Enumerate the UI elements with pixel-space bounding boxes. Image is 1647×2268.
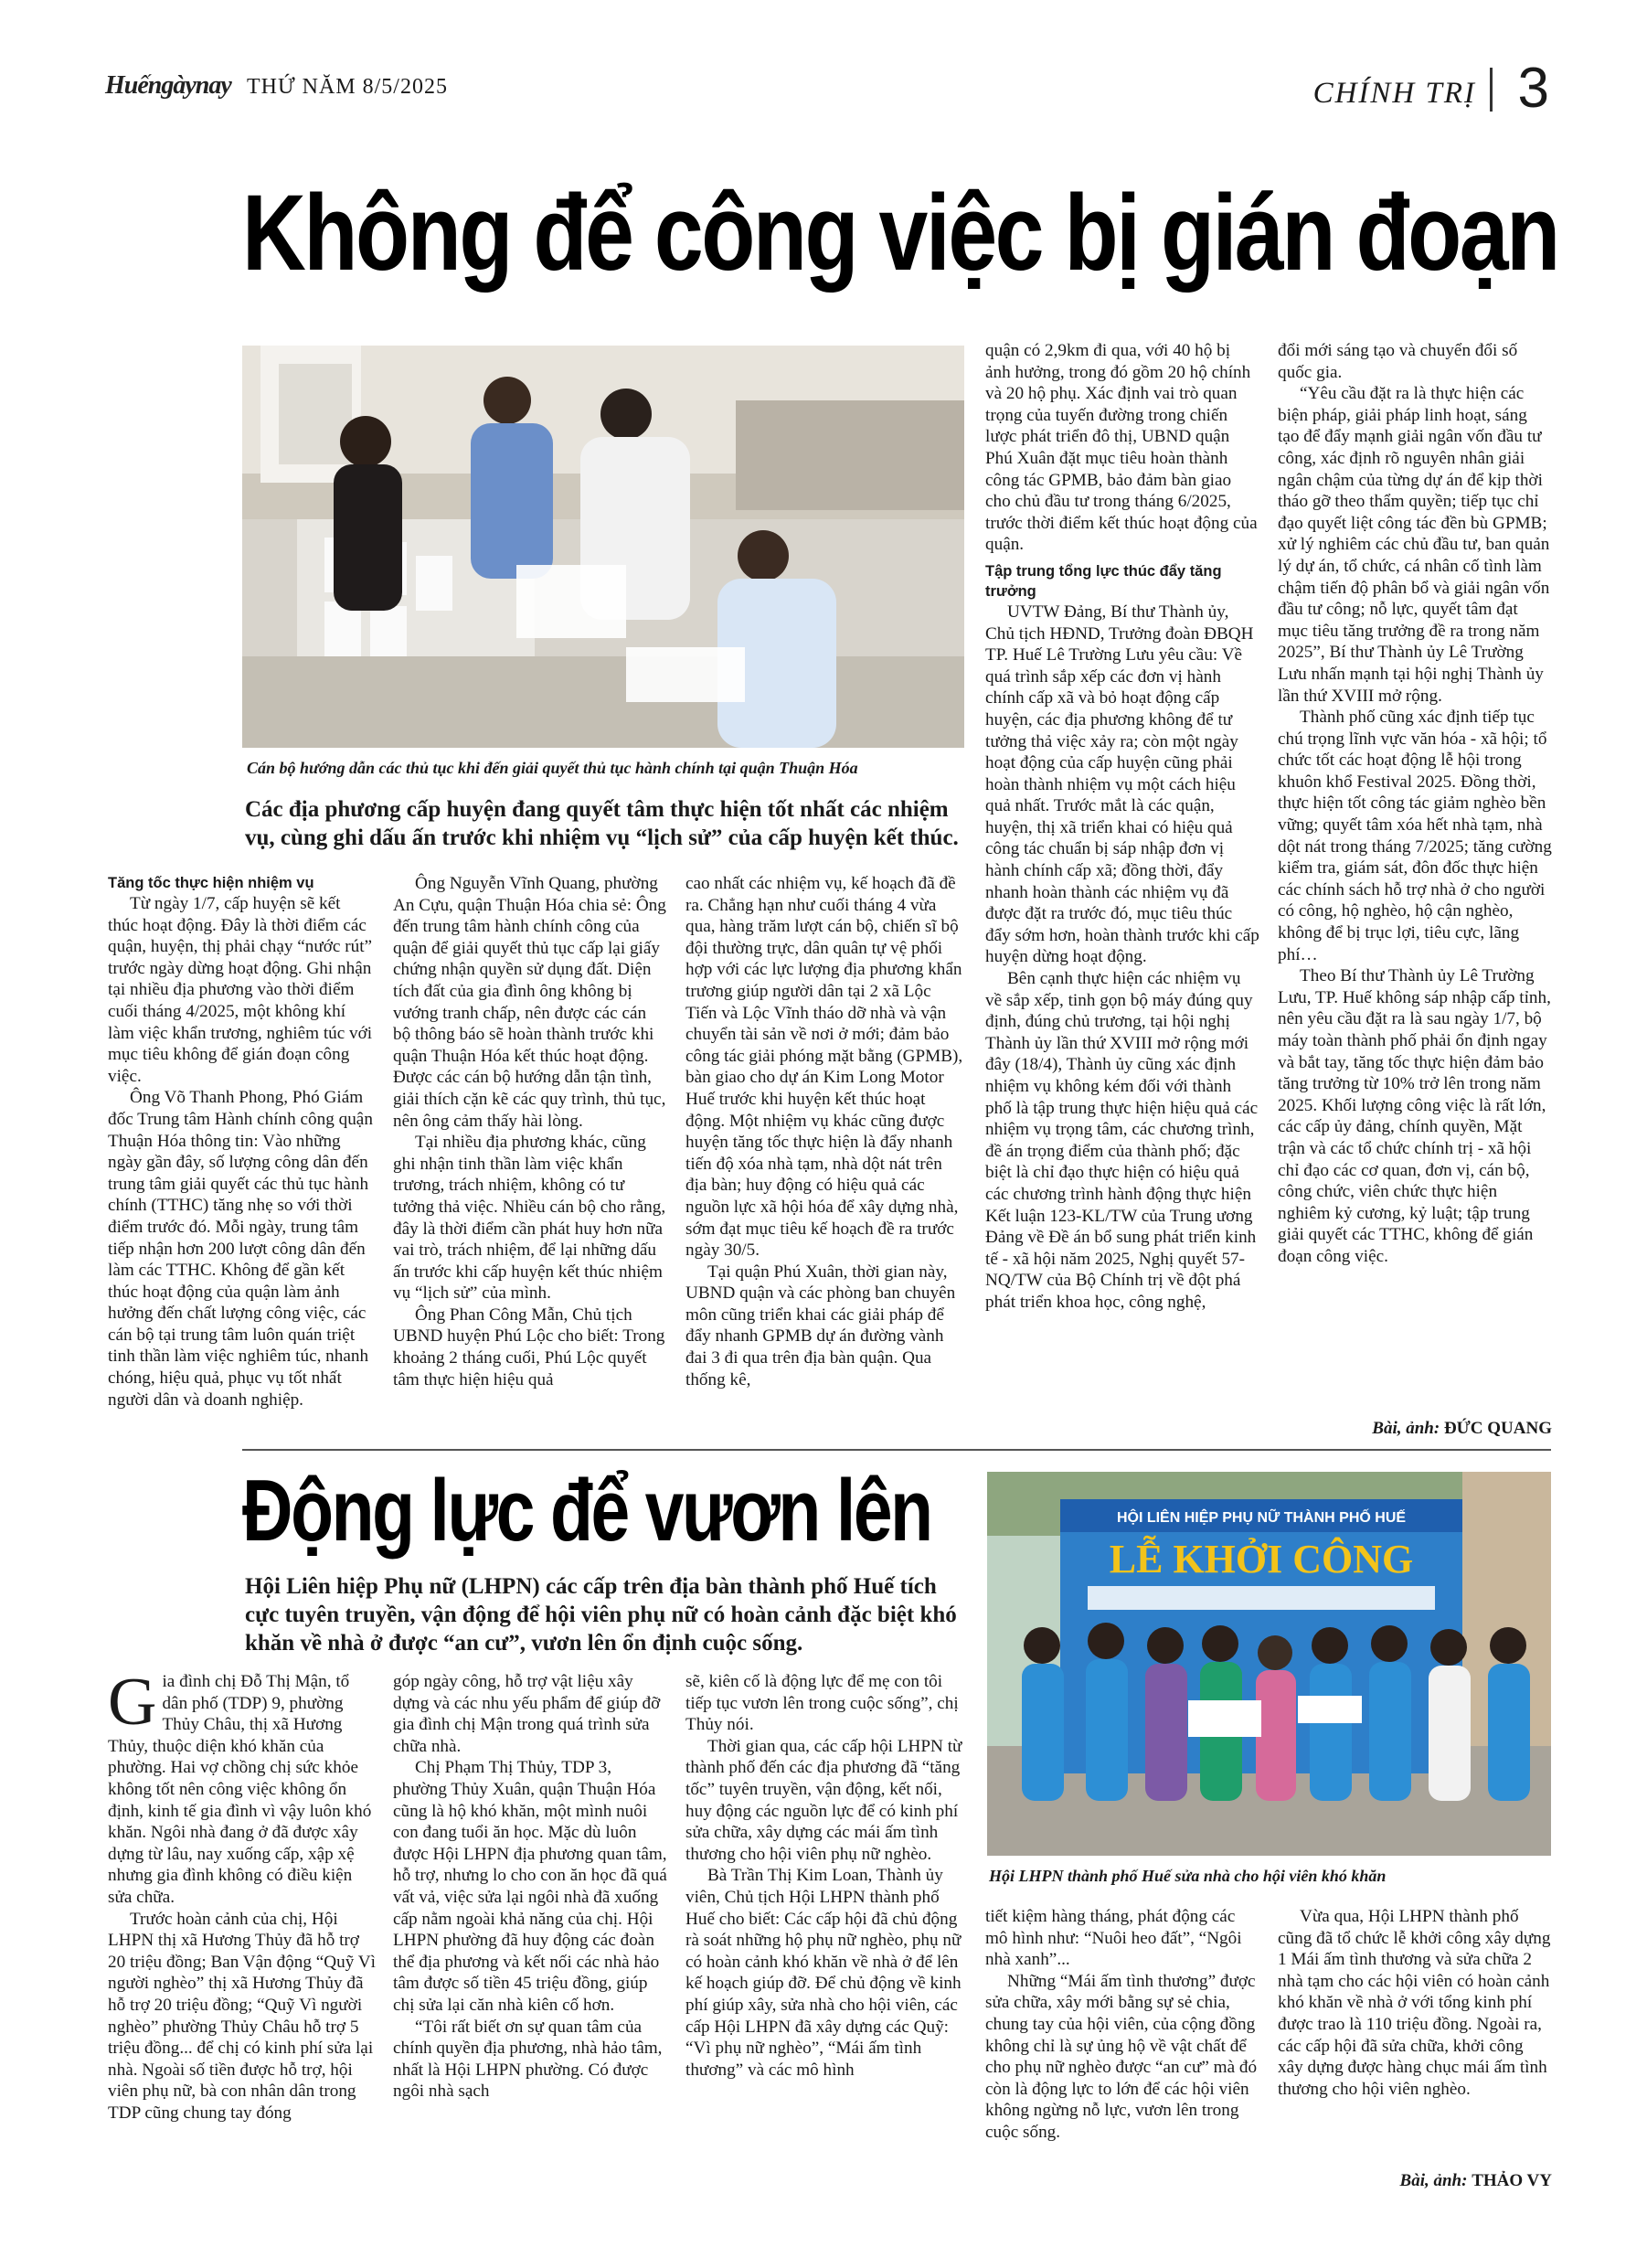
article1-paragraph: Từ ngày 1/7, cấp huyện sẽ kết thúc hoạt động. Đây là thời điểm các quận, huyện, thị phải chạy “nước rút” trước ngày dừng hoạt động. Ghi nhận tại nhiều địa phương vào thời điểm cuối tháng 4/2025, một không khí làm việc khẩn trương, nghiêm túc với mục tiêu không để gián đoạn công việc. [108, 894, 373, 1086]
article1-paragraph: Thành phố cũng xác định tiếp tục chú trọng lĩnh vực văn hóa - xã hội; tổ chức tốt các hoạt động lễ hội trong khuôn khổ Festival 2025. Đồng thời, thực hiện tốt công tác giảm nghèo bền vững; quyết tâm xóa hết nhà tạm, nhà dột nát trong tháng 7/2025; tăng cường kiểm tra, giám sát, đôn đốc thực hiện các chính sách hỗ trợ nhà ở cho người có công, hộ nghèo, hộ cận nghèo, không để bị trục lợi, tiêu cực, lãng phí… [1278, 708, 1552, 964]
article1-subhead-1: Tăng tốc thực hiện nhiệm vụ [108, 875, 314, 891]
article2-headline: Động lực để vươn lên [242, 1462, 931, 1560]
article2-paragraph: Trước hoàn cảnh của chị, Hội LHPN thị xã Hương Thủy đã hỗ trợ 20 triệu đồng; Ban Vận động “Quỹ Vì người nghèo” thị xã Hương Thủy đã hỗ trợ 20 triệu đồng; “Quỹ Vì người nghèo” phường Thủy Châu hỗ trợ 5 triệu đồng... để chị có kinh phí sửa lại nhà. Ngoài số tiền được hỗ trợ, hội viên phụ nữ, bà con nhân dân trong TDP cũng chung tay đóng [108, 1909, 376, 2123]
article2-paragraph: tiết kiệm hàng tháng, phát động các mô hình như: “Nuôi heo đất”, “Ngôi nhà xanh”... [985, 1907, 1242, 1970]
article-divider [242, 1449, 1551, 1451]
article1-paragraph: Tại nhiều địa phương khác, cũng ghi nhận tinh thần làm việc khẩn trương, trách nhiệm, không có tư tưởng thả việc. Nhiều cán bộ cho rằng, đây là thời điểm cần phát huy hơn nữa vai trò, trách nhiệm, để lại những dấu ấn trước khi cấp huyện kết thúc nhiệm vụ “lịch sử” của mình. [393, 1133, 666, 1304]
byline-author: THẢO VY [1472, 2171, 1552, 2190]
article2-paragraph: sẽ, kiên cố là động lực để mẹ con tôi tiếp tục vươn lên trong cuộc sống”, chị Thủy nói. [685, 1672, 959, 1735]
article1-paragraph: “Yêu cầu đặt ra là thực hiện các biện pháp, giải pháp linh hoạt, sáng tạo để đẩy mạnh giải ngân vốn đầu tư công, xác định rõ nguyên nhân giải ngân chậm của từng dự án để kịp thời tháo gỡ theo thẩm quyền; tiếp tục chỉ đạo quyết liệt công tác đền bù GPMB; xử lý nghiêm các chủ đầu tư, ban quản lý dự án, tổ chức, cá nhân cố tình làm chậm tiến độ phân bổ và giải ngân vốn đầu tư công; nỗ lực, quyết tâm đạt mục tiêu tăng trưởng đề ra trong năm 2025”, Bí thư Thành ủy Lê Trường Lưu nhấn mạnh tại hội nghị Thành ủy lần thứ XVIII mở rộng. [1278, 384, 1550, 706]
article1-paragraph: Bên cạnh thực hiện các nhiệm vụ về sắp xếp, tinh gọn bộ máy đúng quy định, đúng chủ trương, tại hội nghị Thành ủy lần thứ XVIII mở rộng mới đây (18/4), Thành ủy cũng xác định nhiệm vụ không kém đối với thành phố là tập trung thực hiện hiệu quả các nhiệm vụ trọng tâm, các chương trình, đề án trọng điểm của thành phố; đặc biệt là chỉ đạo thực hiện có hiệu quả các chương trình hành động thực hiện Kết luận 123-KL/TW của Trung ương Đảng về Đề án bổ sung phát triển kinh tế - xã hội năm 2025, Nghị quyết 57-NQ/TW của Bộ Chính trị về đột phá phát triển khoa học, công nghệ, [985, 969, 1259, 1312]
article2-photo [987, 1472, 1551, 1856]
dropcap: G [108, 1665, 157, 1740]
article2-paragraph: Thời gian qua, các cấp hội LHPN từ thành phố đến các địa phương đã “tăng tốc” tuyên truyền, vận động, kết nối, huy động các nguồn lực để có kinh phí sửa chữa, xây dựng các mái ấm tình thương cho hội viên phụ nữ nghèo. [685, 1736, 962, 1864]
article2-column-3 [685, 1671, 967, 2081]
article1-paragraph: Tại quận Phú Xuân, thời gian này, UBND quận và các phòng ban chuyên môn cũng triển khai các giải pháp để đẩy nhanh GPMB dự án đường vành đai 3 đi qua trên địa bàn quận. Qua thống kê, [685, 1262, 956, 1390]
article1-column-4 [985, 340, 1259, 1314]
byline-label: Bài, ảnh: [1399, 2171, 1468, 2190]
masthead [105, 57, 1549, 120]
byline-label: Bài, ảnh: [1372, 1419, 1440, 1438]
article2-paragraph: góp ngày công, hỗ trợ vật liệu xây dựng và các nhu yếu phẩm để giúp đỡ gia đình chị Mận trong quá trình sửa chữa nhà. [393, 1672, 661, 1756]
article1-paragraph: Ông Võ Thanh Phong, Phó Giám đốc Trung tâm Hành chính công quận Thuận Hóa thông tin: Vào những ngày gần đây, số lượng công dân đến trung tâm giải quyết các thủ tục hành chính (TTHC) tăng nhẹ so với thời điểm trước đó. Mỗi ngày, trung tâm tiếp nhận hơn 200 lượt công dân đến làm các TTHC. Không để gần kết thúc hoạt động của quận làm ảnh hưởng đến chất lượng công việc, các cán bộ tại trung tâm luôn quán triệt tinh thần làm việc nghiêm túc, nhanh chóng, hiệu quả, phục vụ tốt nhất người dân và doanh nghiệp. [108, 1088, 373, 1410]
article2-byline [1278, 2171, 1552, 2191]
article1-column-5 [1278, 340, 1552, 1268]
issue-date: THỨ NĂM 8/5/2025 [247, 75, 448, 99]
article1-paragraph: quận có 2,9km đi qua, với 40 hộ bị ảnh hưởng, trong đó gồm 20 hộ chính và 20 hộ phụ. Xác định vai trò quan trọng của tuyến đường trong chiến lược phát triển đô thị, UBND quận Phú Xuân đặt mục tiêu hoàn thành công tác GPMB, bảo đảm bàn giao cho chủ đầu tư trong tháng 6/2025, trước thời điểm kết thúc hoạt động của quận. [985, 341, 1258, 555]
article1-headline: Không để công việc bị gián đoạn [242, 173, 1558, 293]
article2-paragraph: “Tôi rất biết ơn sự quan tâm của chính quyền địa phương, nhà hảo tâm, nhất là Hội LHPN phường. Có được ngôi nhà sạch [393, 2017, 663, 2102]
article1-byline [1278, 1419, 1552, 1439]
article2-column-4 [985, 1906, 1259, 2144]
article1-column-2 [393, 873, 667, 1390]
article2-column-1 [108, 1665, 377, 2124]
page-number: 3 [1517, 57, 1549, 120]
article2-photo-caption: Hội LHPN thành phố Huế sửa nhà cho hội viên khó khăn [989, 1867, 1387, 1885]
article1-column-1 [108, 873, 373, 1411]
article1-photo-caption: Cán bộ hướng dẫn các thủ tục khi đến giải quyết thủ tục hành chính tại quận Thuận Hóa [247, 759, 858, 777]
article2-paragraph: Những “Mái ấm tình thương” được sửa chữa, xây mới bằng sự sẻ chia, chung tay của hội viên, của cộng đồng không chỉ là sự ủng hộ về vật chất để cho phụ nữ nghèo được “an cư” mà đó còn là động lực to lớn để các hội viên không ngừng nỗ lực, vươn lên trong cuộc sống. [985, 1971, 1258, 2142]
article1-lead: Các địa phương cấp huyện đang quyết tâm thực hiện tốt nhất các nhiệm vụ, cùng ghi dấu ấn trước khi nhiệm vụ “lịch sử” của cấp huyện kết thúc. [245, 797, 959, 850]
article2-lead: Hội Liên hiệp Phụ nữ (LHPN) các cấp trên địa bàn thành phố Huế tích cực tuyên truyền, vận động để hội viên phụ nữ có hoàn cảnh đặc biệt khó khăn về nhà ở được “an cư”, vươn lên ổn định cuộc sống. [245, 1574, 957, 1656]
article1-paragraph: đổi mới sáng tạo và chuyển đổi số quốc gia. [1278, 341, 1518, 382]
section-divider [1490, 68, 1493, 112]
article2-paragraph: Vừa qua, Hội LHPN thành phố cũng đã tổ chức lễ khởi công xây dựng 1 Mái ấm tình thương và sửa chữa 2 nhà tạm cho các hội viên có hoàn cảnh khó khăn về nhà ở với tổng kinh phí được trao là 110 triệu đồng. Ngoài ra, các cấp hội đã sửa chữa, khởi công xây dựng được hàng chục mái ấm tình thương cho hội viên nghèo. [1278, 1907, 1551, 2099]
byline-author: ĐỨC QUANG [1443, 1419, 1552, 1438]
article2-column-2 [393, 1671, 667, 2103]
article1-paragraph: Theo Bí thư Thành ủy Lê Trường Lưu, TP. Huế không sáp nhập cấp tỉnh, nên yêu cầu đặt ra là sau ngày 1/7, bộ máy toàn thành phố phải ổn định ngay và bắt tay, tăng tốc thực hiện đảm bảo tăng trưởng từ 10% trở lên trong năm 2025. Khối lượng công việc là rất lớn, các cấp ủy đảng, chính quyền, Mặt trận và các tổ chức chính trị - xã hội chỉ đạo các cơ quan, đơn vị, cán bộ, công chức, viên chức thực hiện nghiêm kỷ cương, kỷ luật; tập trung giải quyết các TTHC, không để gián đoạn công việc. [1278, 966, 1551, 1266]
article2-paragraph: Gia đình chị Đỗ Thị Mận, tổ dân phố (TDP) 9, phường Thủy Châu, thị xã Hương Thủy, thuộc diện khó khăn của phường. Hai vợ chồng chị sức khỏe không tốt nên công việc không ổn định, kinh tế gia đình vì vậy luôn khó khăn. Ngôi nhà đang ở đã được xây dựng từ lâu, nay xuống cấp, xập xệ nhưng gia đình không có điều kiện sửa chữa. [108, 1665, 372, 1907]
photo2-banner-main: LỄ KHỞI CÔNG [1109, 1537, 1414, 1581]
newspaper-logo: Huếngàynay [105, 71, 231, 100]
section-name: CHÍNH TRỊ [1312, 77, 1476, 110]
article2-paragraph: Bà Trần Thị Kim Loan, Thành ủy viên, Chủ tịch Hội LHPN thành phố Huế cho biết: Các cấp hội đã chủ động rà soát những hộ phụ nữ nghèo, phụ nữ có hoàn cảnh khó khăn về nhà ở để lên kế hoạch giúp đỡ. Để chủ động về kinh phí giúp xây, sửa nhà cho hội viên, các cấp Hội LHPN đã xây dựng các Quỹ: “Vì phụ nữ nghèo”, “Mái ấm tình thương” và các mô hình [685, 1866, 962, 2080]
article1-paragraph: Ông Nguyễn Vĩnh Quang, phường An Cựu, quận Thuận Hóa chia sẻ: Ông đến trung tâm hành chính công của quận để giải quyết thủ tục cấp lại giấy chứng nhận quyền sử dụng đất. Diện tích đất của gia đình ông không bị vướng tranh chấp, nên được các cán bộ thông báo sẽ hoàn thành trước khi quận Thuận Hóa kết thúc hoạt động. Được các cán bộ hướng dẫn tận tình, giải thích cặn kẽ các quy trình, thủ tục, nên ông cảm thấy hài lòng. [393, 874, 666, 1131]
article2-paragraph: Chị Phạm Thị Thủy, TDP 3, phường Thủy Xuân, quận Thuận Hóa cũng là hộ khó khăn, một mình nuôi con đang tuổi ăn học. Mặc dù luôn được Hội LHPN địa phương quan tâm, hỗ trợ, nhưng lo cho con ăn học đã quá vất vả, việc sửa lại ngôi nhà đã xuống cấp nằm ngoài khả năng của chị. Hội LHPN phường đã huy động các đoàn thể địa phương và kết nối các nhà hảo tâm được số tiền 45 triệu đồng, giúp chị sửa lại căn nhà kiên cố hơn. [393, 1758, 667, 2015]
article1-photo [242, 346, 964, 748]
article2-column-5 [1278, 1906, 1552, 2100]
article1-paragraph: UVTW Đảng, Bí thư Thành ủy, Chủ tịch HĐND, Trưởng đoàn ĐBQH TP. Huế Lê Trường Lưu yêu cầu: Về quá trình sắp xếp các đơn vị hành chính cấp xã và bỏ hoạt động cấp huyện, các địa phương không để tư tưởng thả việc xảy ra; còn một ngày hoạt động của cấp huyện cũng phải hoàn thành nhiệm vụ một cách hiệu quả nhất. Trước mắt là các quận, huyện, thị xã triển khai có hiệu quả công tác chuẩn bị sáp nhập đơn vị hành chính cấp xã; đồng thời, đẩy nhanh hoàn thành các nhiệm vụ đã được đặt ra trước đó, mục tiêu thúc đẩy sớm hơn, hoàn thành trước khi cấp huyện dừng hoạt động. [985, 602, 1259, 967]
article1-paragraph: cao nhất các nhiệm vụ, kế hoạch đã đề ra. Chẳng hạn như cuối tháng 4 vừa qua, hàng trăm lượt cán bộ, chiến sĩ bộ đội thường trực, dân quân tự vệ phối hợp với các lực lượng địa phương khẩn trương giúp người dân tại 2 xã Lộc Tiến và Lộc Vĩnh tháo dỡ nhà và vận chuyển tài sản về nơi ở mới; đảm bảo công tác giải phóng mặt bằng (GPMB), bàn giao cho dự án Kim Long Motor Huế trước khi huyện kết thúc hoạt động. Một nhiệm vụ khác cũng được huyện tăng tốc thực hiện là đẩy nhanh tiến độ xóa nhà tạm, nhà dột nát trên địa bàn; huy động có hiệu quả các nguồn lực xã hội hóa để xây dựng nhà, sớm đạt mục tiêu kế hoạch đề ra trước ngày 30/5. [685, 874, 963, 1261]
article1-column-3 [685, 873, 964, 1390]
article1-subhead-2: Tập trung tổng lực thúc đẩy tăng trưởng [985, 562, 1222, 600]
article1-paragraph: Ông Phan Công Mẫn, Chủ tịch UBND huyện Phú Lộc cho biết: Trong khoảng 2 tháng cuối, Phú Lộc quyết tâm thực hiện hiệu quả [393, 1304, 665, 1390]
photo2-banner-top: HỘI LIÊN HIỆP PHỤ NỮ THÀNH PHỐ HUẾ [1116, 1510, 1407, 1526]
